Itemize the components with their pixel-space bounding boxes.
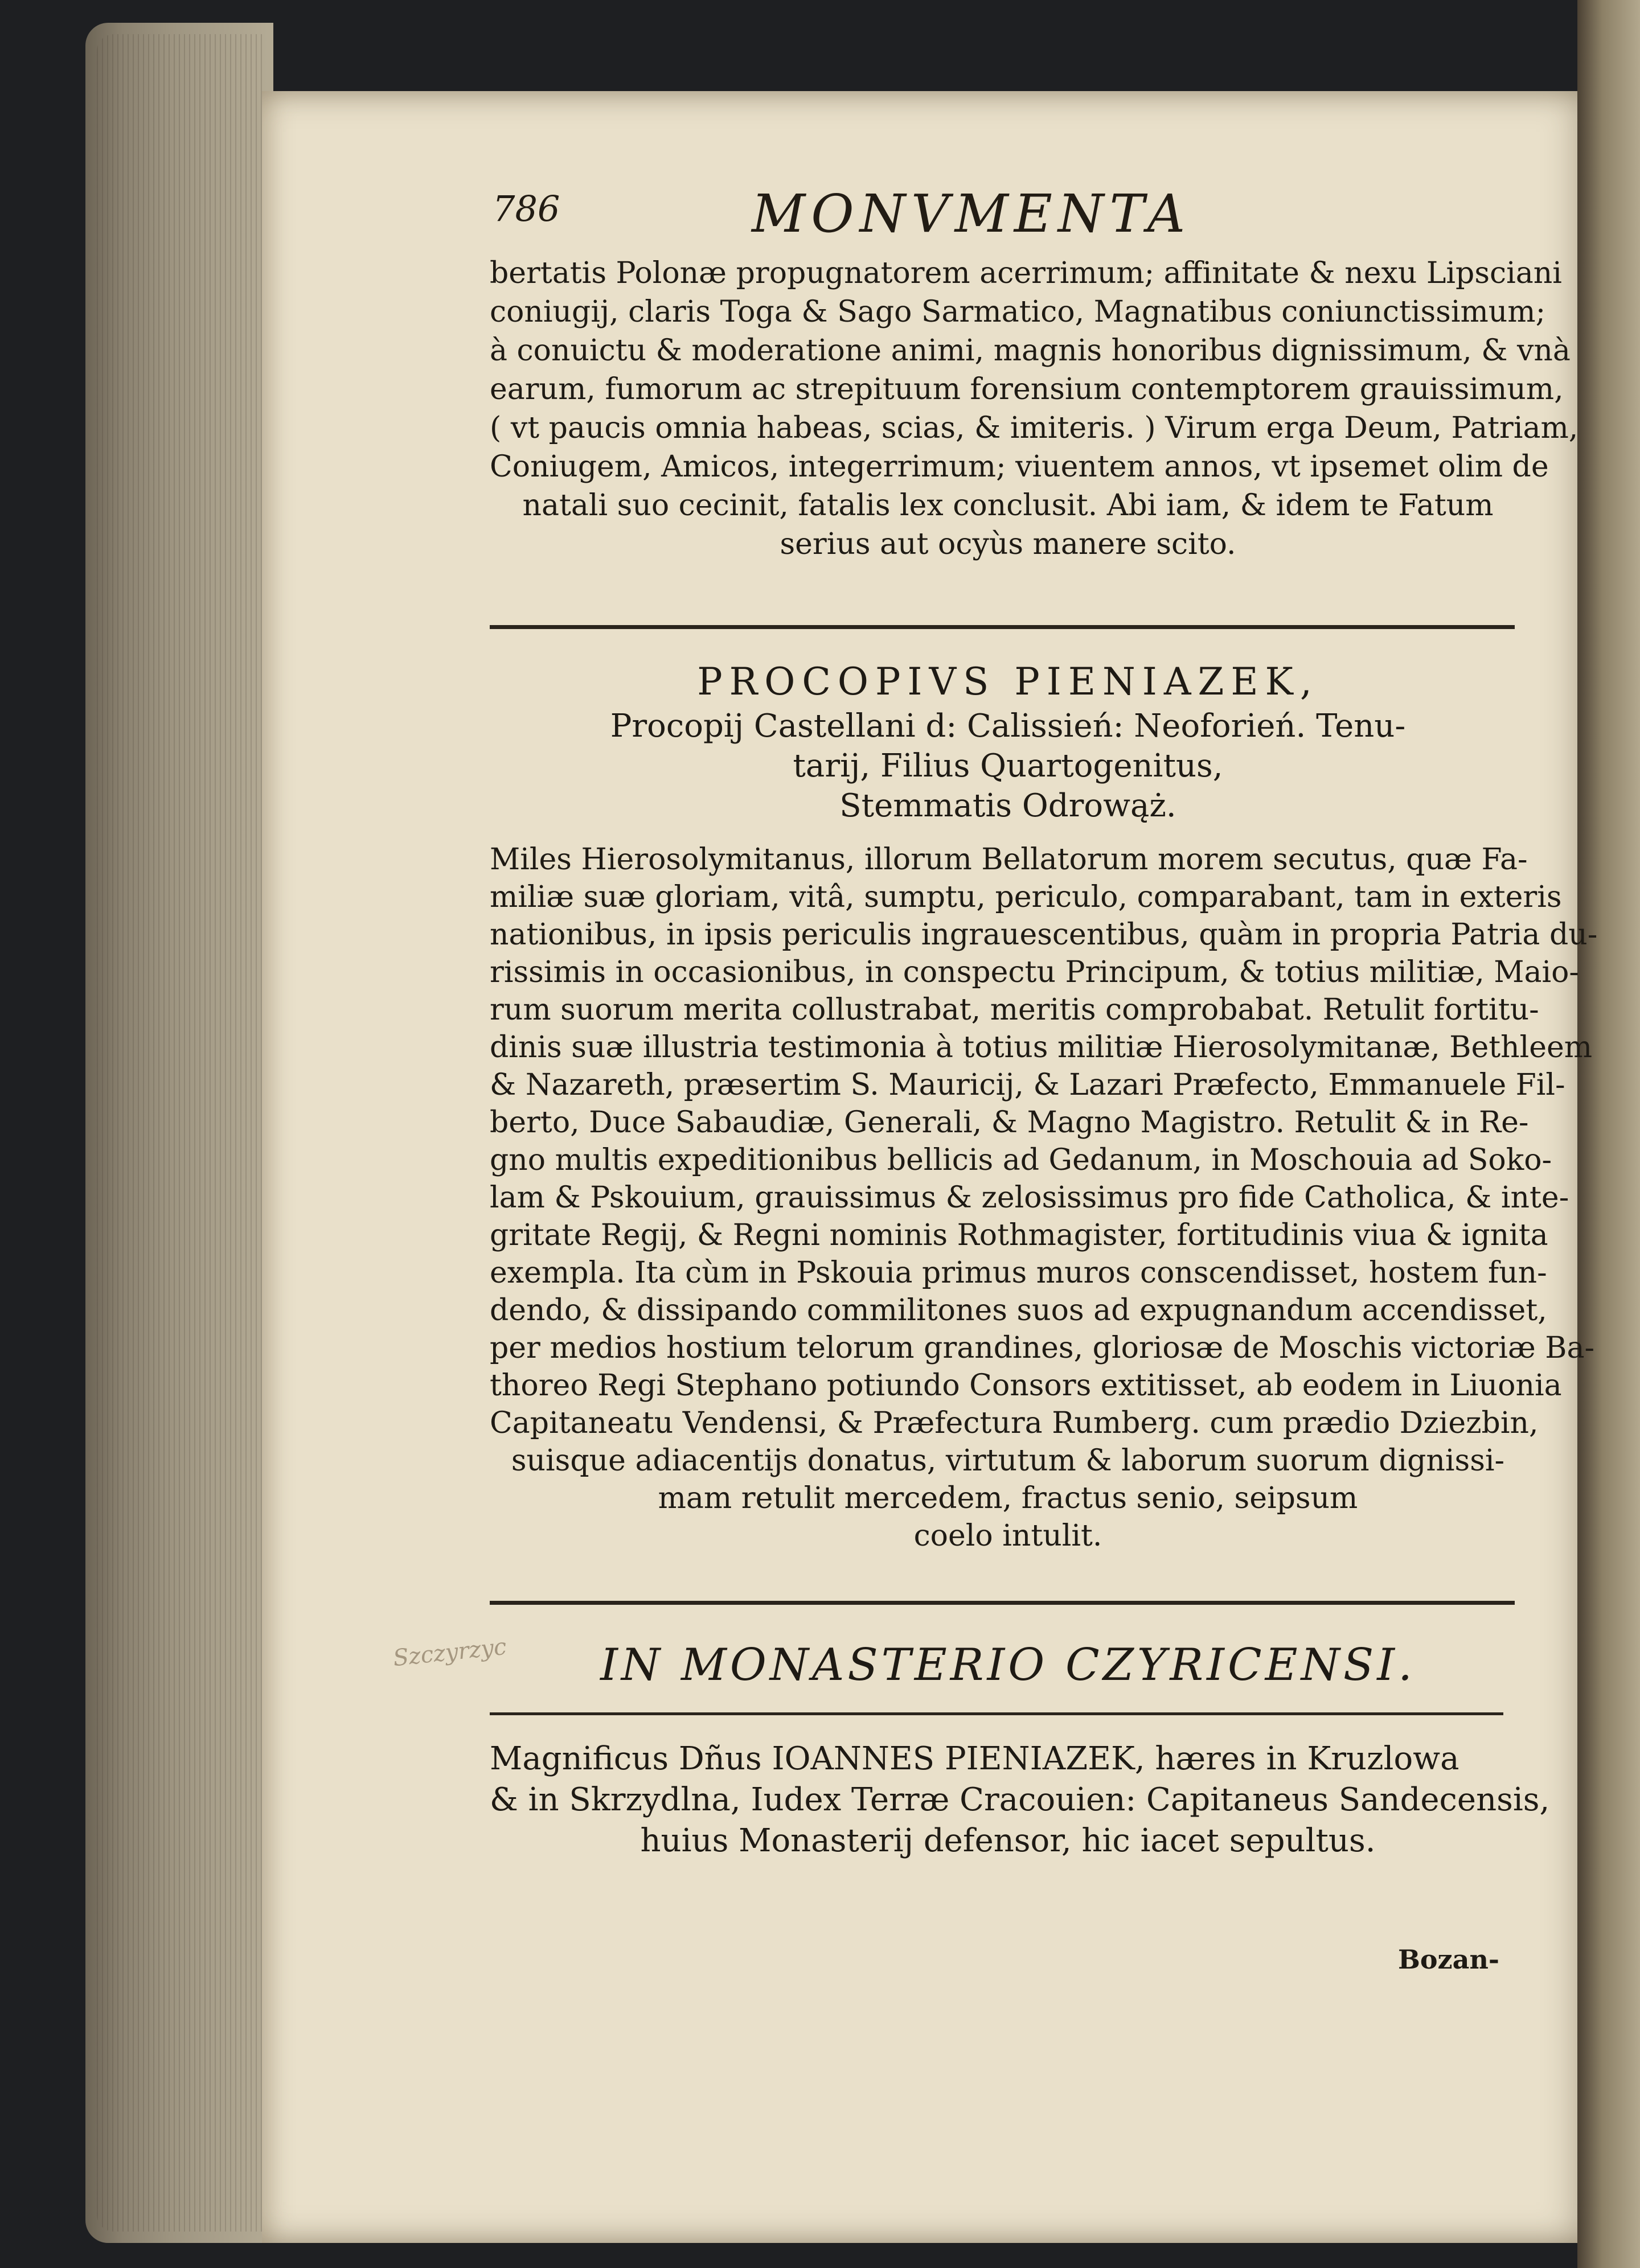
procopius-title-line: tarij, Filius Quartogenitus, [793, 747, 1223, 784]
text-line: natali suo cecinit, fatalis lex conclusit. Abi iam, & idem te Fatum [522, 488, 1494, 523]
running-title: MONVMENTA [752, 183, 1191, 244]
text-line: bertatis Polonæ propugnatorem acerrimum; affinitate & nexu Lipsciani [490, 256, 1562, 290]
monastery-heading: IN MONASTERIO CZYRICENSI. [600, 1640, 1416, 1691]
text-line: à conuictu & moderatione animi, magnis honoribus dignissimum, & vnà [490, 334, 1571, 368]
text-line: coniugij, claris Toga & Sago Sarmatico, Magnatibus coniunctissimum; [490, 295, 1546, 329]
text-line: & in Skrzydlna, Iudex Terræ Cracouien: Capitaneus Sandecensis, [490, 1781, 1550, 1818]
text-line: Capitaneatu Vendensi, & Præfectura Rumberg. cum prædio Dziezbin, [490, 1406, 1539, 1440]
text-line: per medios hostium telorum grandines, gloriosæ de Moschis victoriæ Ba- [490, 1331, 1595, 1365]
procopius-title-line: Stemmatis Odrowąż. [839, 787, 1176, 824]
text-line: exempla. Ita cùm in Pskouia primus muros conscendisset, hostem fun- [490, 1256, 1547, 1290]
text-line: Miles Hierosolymitanus, illorum Bellatorum morem secutus, quæ Fa- [490, 843, 1528, 877]
text-line: suisque adiacentijs donatus, virtutum & laborum suorum dignissi- [511, 1444, 1505, 1478]
text-line: lam & Pskouium, grauissimus & zelosissimus pro fide Catholica, & inte- [490, 1181, 1569, 1215]
text-line: miliæ suæ gloriam, vitâ, sumptu, periculo, comparabant, tam in exteris [490, 880, 1562, 914]
procopius-body [490, 843, 1598, 1583]
page-number: 786 [493, 188, 560, 229]
right-leaf [1577, 0, 1640, 2268]
text-line: rissimis in occasionibus, in conspectu Principum, & totius militiæ, Maio- [490, 955, 1580, 989]
text-line: earum, fumorum ac strepituum forensium contemptorem grauissimum, [490, 372, 1564, 406]
text-line: serius aut ocyùs manere scito. [780, 527, 1236, 561]
monastery-entry [490, 1740, 1550, 1879]
text-line: gno multis expeditionibus bellicis ad Gedanum, in Moschouia ad Soko- [490, 1143, 1552, 1177]
text-line: & Nazareth, præsertim S. Mauricij, & Lazari Præfecto, Emmanuele Fil- [490, 1068, 1565, 1102]
text-line: ( vt paucis omnia habeas, scias, & imiteris. ) Virum erga Deum, Patriam, [490, 411, 1578, 445]
text-line: Coniugem, Amicos, integerrimum; viuentem annos, vt ipsemet olim de [490, 450, 1549, 484]
text-line: berto, Duce Sabaudiæ, Generali, & Magno Magistro. Retulit & in Re- [490, 1106, 1529, 1140]
text-line: Magnificus Dñus IOANNES PIENIAZEK, hæres in Kruzlowa [490, 1740, 1459, 1777]
book-edge-lines [97, 34, 262, 2232]
margin-note: Szczyrzyc [392, 1633, 508, 1672]
text-line: huius Monasterij defensor, hic iacet sepultus. [640, 1822, 1376, 1859]
procopius-heading [490, 660, 1526, 837]
section-rule [490, 1601, 1515, 1605]
text-line: coelo intulit. [913, 1519, 1102, 1553]
text-line: thoreo Regi Stephano potiundo Consors extitisset, ab eodem in Liuonia [490, 1369, 1562, 1403]
text-line: dinis suæ illustria testimonia à totius militiæ Hierosolymitanæ, Bethleem [490, 1030, 1593, 1065]
epitaph-text [490, 256, 1578, 575]
text-line: rum suorum merita collustrabat, meritis comprobabat. Retulit fortitu- [490, 993, 1539, 1027]
monastery-heading-block [490, 1640, 1526, 1696]
procopius-title-line: Procopij Castellani d: Calissień: Neoforień. Tenu- [610, 708, 1406, 745]
text-line: mam retulit mercedem, fractus senio, seipsum [658, 1481, 1358, 1515]
text-line: nationibus, in ipsis periculis ingrauescentibus, quàm in propria Patria du- [490, 918, 1598, 952]
section-rule [490, 625, 1515, 629]
section-rule [490, 1712, 1503, 1715]
text-line: dendo, & dissipando commilitones suos ad expugnandum accendisset, [490, 1293, 1547, 1328]
procopius-name: PROCOPIVS PIENIAZEK, [697, 660, 1319, 704]
catchword: Bozan- [1398, 1944, 1500, 1975]
text-line: gritate Regij, & Regni nominis Rothmagister, fortitudinis viua & ignita [490, 1218, 1548, 1252]
